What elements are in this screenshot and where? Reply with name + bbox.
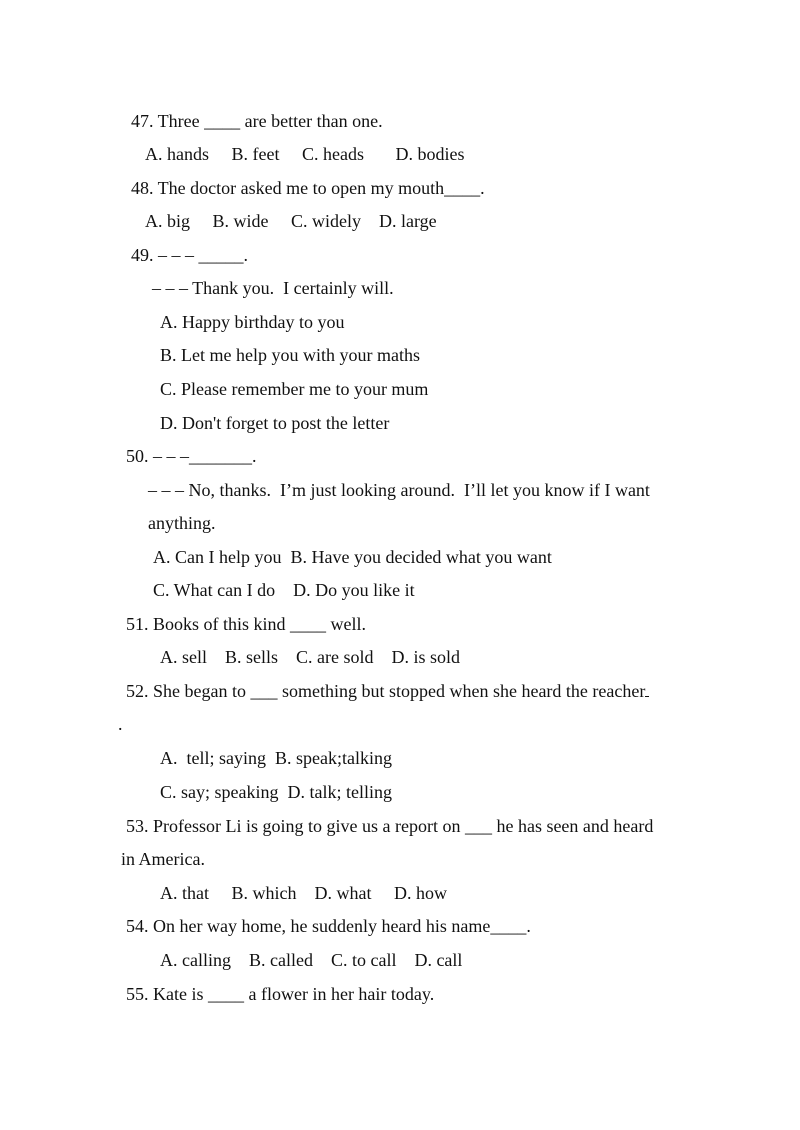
blank-underline <box>645 680 649 697</box>
question-54-options: A. calling B. called C. to call D. call <box>160 950 463 970</box>
question-47-options: A. hands B. feet C. heads D. bodies <box>145 144 465 164</box>
question-49-reply: – – – Thank you. I certainly will. <box>152 278 394 298</box>
question-51-options: A. sell B. sells C. are sold D. is sold <box>160 647 460 667</box>
question-55-stem: 55. Kate is ____ a flower in her hair today. <box>126 984 435 1004</box>
question-52-options-line2: C. say; speaking D. talk; telling <box>160 782 392 802</box>
question-52-stem: 52. She began to ___ something but stopped when she heard the reacher <box>126 681 646 701</box>
question-52-stem-end: . <box>118 714 123 734</box>
question-50-reply-line1: – – – No, thanks. I’m just looking around. I’ll let you know if I want <box>148 480 650 500</box>
question-48-stem: 48. The doctor asked me to open my mouth____. <box>131 178 485 198</box>
question-50-options-line2: C. What can I do D. Do you like it <box>153 580 415 600</box>
question-48-options: A. big B. wide C. widely D. large <box>145 211 437 231</box>
question-47-stem: 47. Three ____ are better than one. <box>131 111 383 131</box>
question-49-option-c: C. Please remember me to your mum <box>160 379 429 399</box>
question-53-stem-line2: in America. <box>121 849 205 869</box>
question-50-options-line1: A. Can I help you B. Have you decided what you want <box>153 547 552 567</box>
question-50-stem: 50. – – –_______. <box>126 446 257 466</box>
question-52-options-line1: A. tell; saying B. speak;talking <box>160 748 392 768</box>
question-53-options: A. that B. which D. what D. how <box>160 883 447 903</box>
question-49-option-a: A. Happy birthday to you <box>160 312 345 332</box>
question-54-stem: 54. On her way home, he suddenly heard his name____. <box>126 916 531 936</box>
question-53-stem-line1: 53. Professor Li is going to give us a report on ___ he has seen and heard <box>126 816 654 836</box>
question-52-stem-line <box>126 680 649 702</box>
question-49-option-b: B. Let me help you with your maths <box>160 345 420 365</box>
question-49-stem: 49. – – – _____. <box>131 245 248 265</box>
question-49-option-d: D. Don't forget to post the letter <box>160 413 390 433</box>
question-50-reply-line2: anything. <box>148 513 216 533</box>
question-51-stem: 51. Books of this kind ____ well. <box>126 614 367 634</box>
